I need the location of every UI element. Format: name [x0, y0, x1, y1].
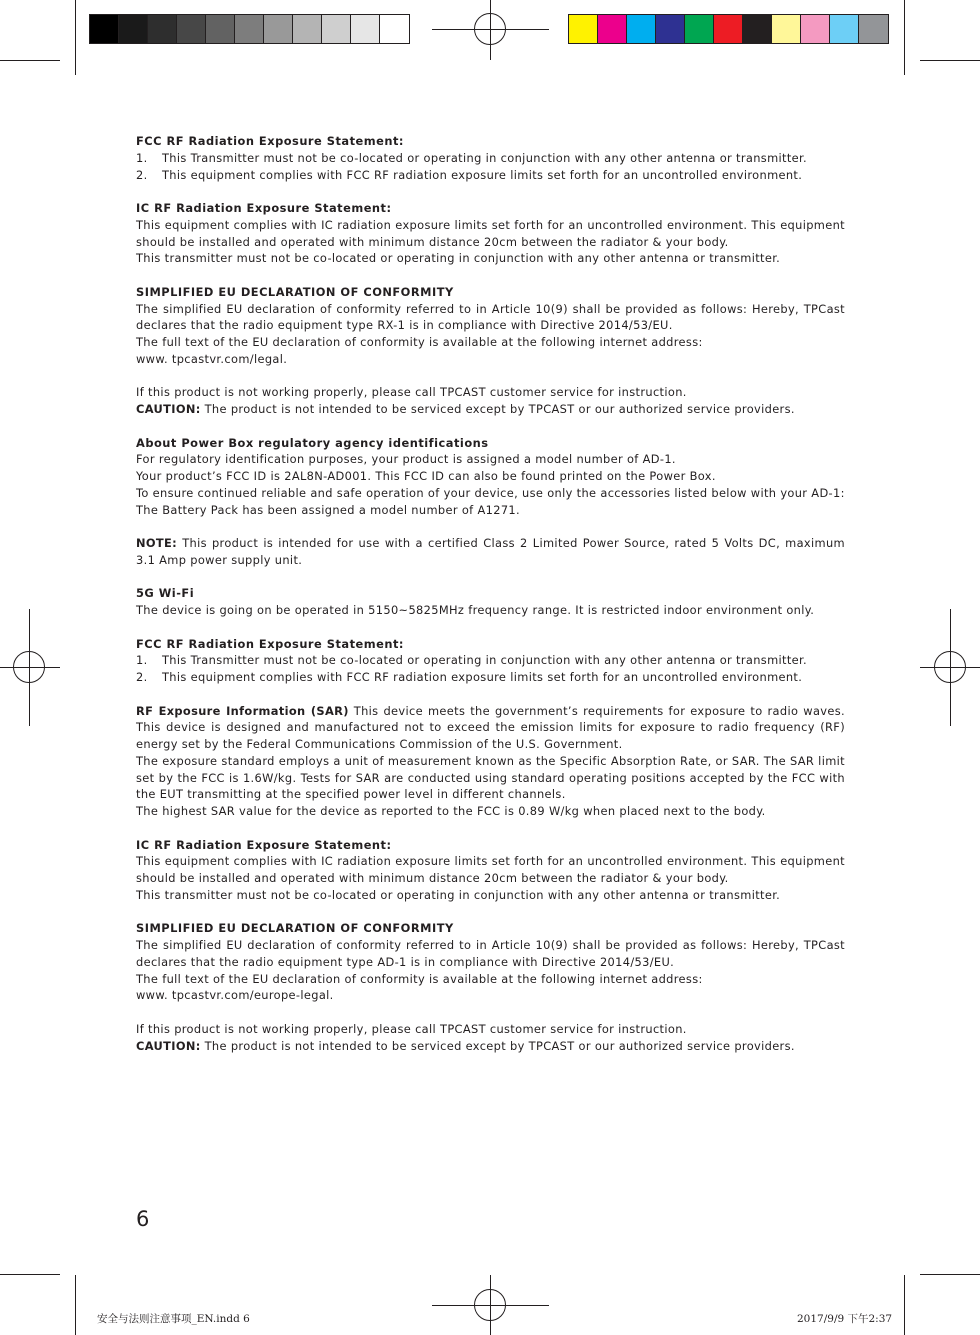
caution-text: The product is not intended to be serviced except by TPCAST or our authorized service providers.	[200, 402, 795, 416]
color-swatch	[119, 15, 148, 43]
legal-url-text: www. tpcastvr.com/europe-legal.	[136, 988, 334, 1003]
note-paragraph	[136, 535, 845, 569]
color-swatch	[830, 15, 859, 43]
list-item	[136, 669, 845, 686]
list-number: 1.	[136, 150, 148, 165]
sar-label: RF Exposure Information (SAR)	[136, 703, 349, 718]
color-swatch	[177, 15, 206, 43]
sar-text: This device meets the government’s requirements for exposure to radio waves. This device is designed and manufactured not to exceed the emission limits for exposure to radio frequency (RF) energy set by the Federal Communications Commission of the U.S. Government.	[136, 703, 845, 751]
color-swatch	[801, 15, 830, 43]
page-number: 6	[136, 1207, 150, 1231]
registration-mark-icon	[474, 13, 506, 45]
section-title: SIMPLIFIED EU DECLARATION OF CONFORMITY	[136, 921, 454, 936]
color-swatch	[293, 15, 322, 43]
slug-datetime: 2017/9/9 下午2:37	[797, 1313, 893, 1325]
section-title: IC RF Radiation Exposure Statement:	[136, 837, 392, 852]
color-swatch	[627, 15, 656, 43]
list-text: This equipment complies with FCC RF radiation exposure limits set forth for an uncontrolled environment.	[162, 670, 803, 684]
color-swatch	[743, 15, 772, 43]
crop-mark	[920, 1274, 980, 1275]
color-swatch	[206, 15, 235, 43]
color-swatch	[598, 15, 627, 43]
color-swatch	[685, 15, 714, 43]
registration-mark-icon	[474, 1289, 506, 1321]
color-swatch	[859, 15, 888, 43]
color-swatch	[380, 15, 409, 43]
crop-mark	[75, 1275, 76, 1335]
color-swatch	[351, 15, 380, 43]
caution-text: The product is not intended to be serviced except by TPCAST or our authorized service providers.	[200, 1038, 795, 1053]
color-swatch	[569, 15, 598, 43]
color-swatch	[148, 15, 177, 43]
color-swatch	[90, 15, 119, 43]
paragraph: The full text of the EU declaration of conformity is available at the following internet address:	[136, 335, 703, 349]
paragraph: The simplified EU declaration of conformity referred to in Article 10(9) shall be provided as follows: Hereby, TPCast declares that the radio equipment type RX-1 is in compliance with Directive 2014/53/EU.	[136, 301, 845, 333]
caution-label: CAUTION:	[136, 402, 201, 416]
paragraph: The Battery Pack has been assigned a model number of A1271.	[136, 502, 520, 517]
color-swatch	[235, 15, 264, 43]
color-swatch	[772, 15, 801, 43]
section-title: FCC RF Radiation Exposure Statement:	[136, 636, 404, 651]
crop-mark	[75, 0, 76, 75]
paragraph: This equipment complies with IC radiation exposure limits set forth for an uncontrolled environment. This equipment should be installed and operated with minimum distance 20cm between the radiator & your body.	[136, 854, 845, 885]
crop-mark	[904, 0, 905, 75]
legal-url-text: www. tpcastvr.com/legal.	[136, 351, 288, 366]
list-item	[136, 652, 845, 669]
list-text: This Transmitter must not be co-located or operating in conjunction with any other antenna or transmitter.	[162, 653, 807, 668]
document-body	[136, 133, 845, 1054]
slug-filename: 安全与法则注意事项_EN.indd 6	[97, 1313, 250, 1325]
paragraph: The device is going on be operated in 5150~5825MHz frequency range. It is restricted indoor environment only.	[136, 603, 815, 617]
paragraph: This equipment complies with IC radiation exposure limits set forth for an uncontrolled environment. This equipment should be installed and operated with minimum distance 20cm between the radiator & your body.	[136, 217, 845, 249]
crop-mark	[920, 60, 980, 61]
caution-paragraph	[136, 401, 845, 418]
paragraph: The highest SAR value for the device as reported to the FCC is 0.89 W/kg when placed next to the body.	[136, 804, 766, 818]
section-title: About Power Box regulatory agency identifications	[136, 435, 489, 450]
note-text: This product is intended for use with a certified Class 2 Limited Power Source, rated 5 Volts DC, maximum 3.1 Amp power supply unit.	[136, 536, 845, 567]
paragraph: This transmitter must not be co-located or operating in conjunction with any other antenna or transmitter.	[136, 251, 781, 266]
color-swatch	[322, 15, 351, 43]
paragraph: This transmitter must not be co-located or operating in conjunction with any other antenna or transmitter.	[136, 887, 781, 902]
paragraph: For regulatory identification purposes, your product is assigned a model number of AD-1.	[136, 452, 676, 467]
paragraph: If this product is not working properly, please call TPCAST customer service for instruction.	[136, 385, 687, 400]
color-swatch	[656, 15, 685, 43]
section-title: SIMPLIFIED EU DECLARATION OF CONFORMITY	[136, 284, 454, 299]
process-color-bar	[568, 14, 889, 44]
color-swatch	[714, 15, 743, 43]
list-item	[136, 167, 845, 184]
caution-paragraph	[136, 1038, 845, 1055]
paragraph: Your product’s FCC ID is 2AL8N-AD001. This FCC ID can also be found printed on the Power Box.	[136, 469, 716, 483]
registration-mark-icon	[13, 651, 45, 683]
paragraph: The simplified EU declaration of conformity referred to in Article 10(9) shall be provided as follows: Hereby, TPCast declares that the radio equipment type AD-1 is in compliance with Directive 2014/53/EU.	[136, 938, 845, 969]
sar-paragraph	[136, 703, 845, 753]
crop-mark	[0, 60, 60, 61]
list-number: 2.	[136, 670, 148, 684]
caution-label: CAUTION:	[136, 1038, 201, 1053]
section-title: 5G Wi-Fi	[136, 586, 195, 601]
list-number: 1.	[136, 653, 148, 668]
list-text: This equipment complies with FCC RF radiation exposure limits set forth for an uncontrolled environment.	[162, 167, 803, 182]
paragraph: To ensure continued reliable and safe operation of your device, use only the accessories listed below with your AD-1:	[136, 485, 845, 500]
section-title: IC RF Radiation Exposure Statement:	[136, 201, 392, 215]
crop-mark	[904, 1275, 905, 1335]
paragraph: The exposure standard employs a unit of measurement known as the Specific Absorption Rate, or SAR. The SAR limit set by the FCC is 1.6W/kg. Tests for SAR are conducted using standard operating positions accepted by the FCC with the EUT transmitting at the specified power level in different channels.	[136, 753, 845, 802]
registration-mark-icon	[934, 651, 966, 683]
list-number: 2.	[136, 167, 148, 182]
list-text: This Transmitter must not be co-located or operating in conjunction with any other antenna or transmitter.	[162, 150, 807, 165]
paragraph: If this product is not working properly, please call TPCAST customer service for instruction.	[136, 1021, 687, 1036]
grayscale-color-bar	[89, 14, 410, 44]
crop-mark	[0, 1274, 60, 1275]
color-swatch	[264, 15, 293, 43]
section-title: FCC RF Radiation Exposure Statement:	[136, 134, 404, 148]
list-item	[136, 150, 845, 167]
note-label: NOTE:	[136, 536, 178, 550]
paragraph: The full text of the EU declaration of conformity is available at the following internet address:	[136, 971, 703, 986]
